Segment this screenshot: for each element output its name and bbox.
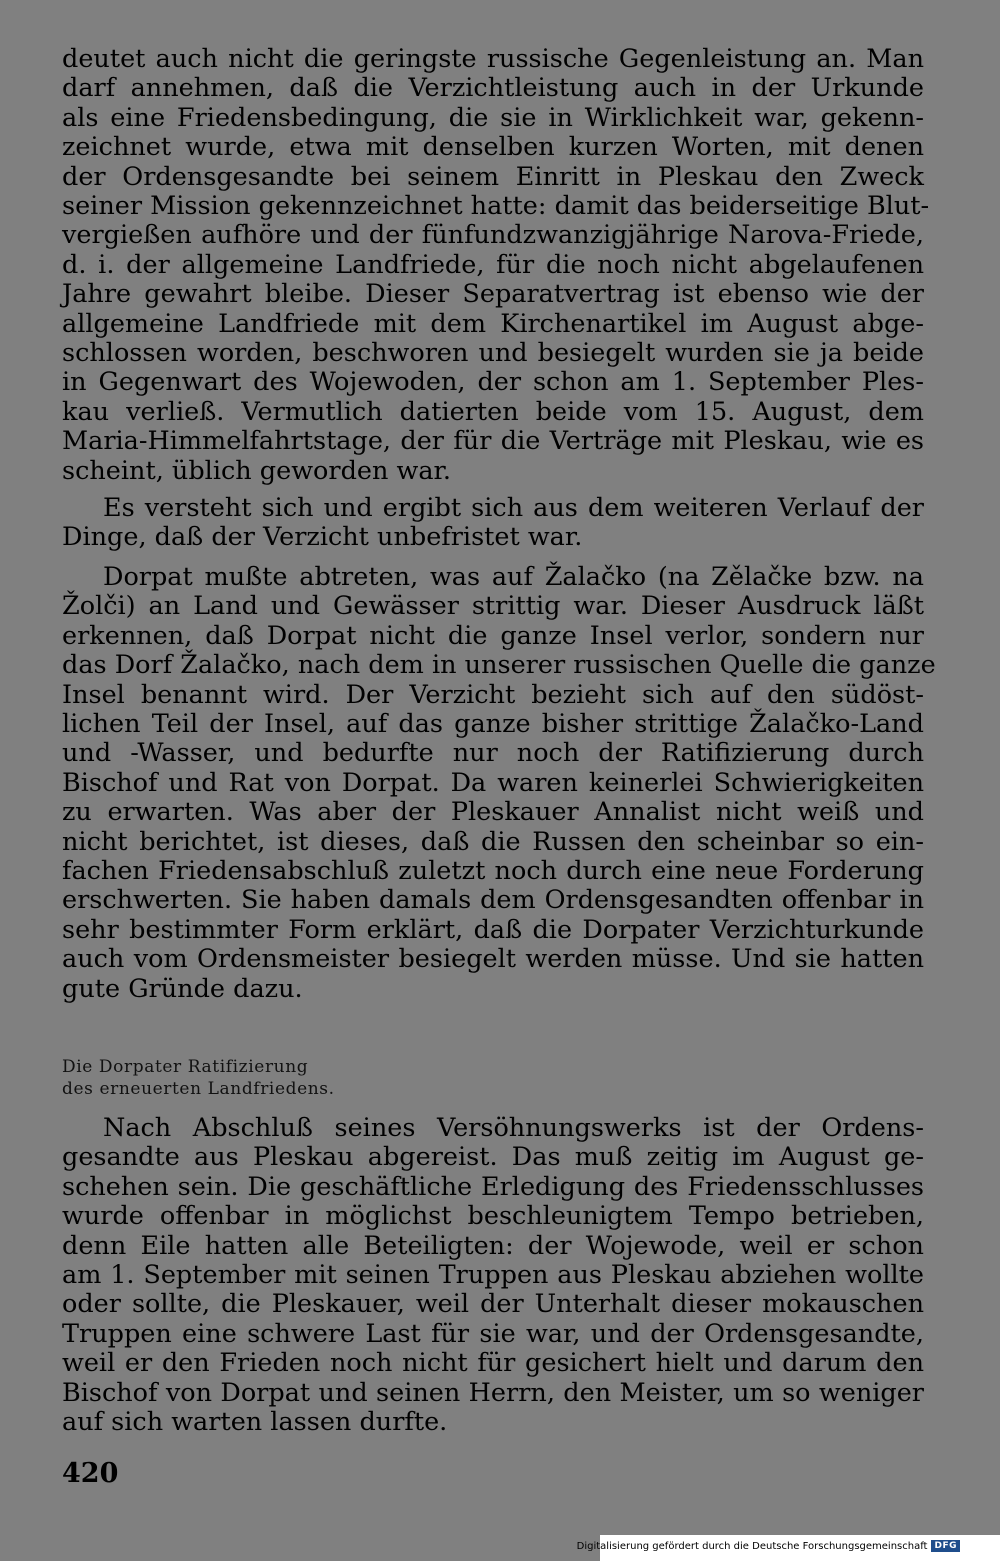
text-line: deutet auch nicht die geringste russische Gegenleistung an. Man (62, 44, 924, 74)
text-line: zu erwarten. Was aber der Pleskauer Annalist nicht weiß und (62, 797, 924, 828)
dfg-logo: DFG (931, 1540, 960, 1552)
margin-note-line: Die Dorpater Ratifizierung (62, 1057, 309, 1077)
text-line: der Ordensgesandte bei seinem Einritt in Pleskau den Zweck (62, 161, 924, 192)
text-line: Nach Abschluß seines Versöhnungswerks ist der Ordens- (103, 1113, 924, 1143)
text-line: seiner Mission gekennzeichnet hatte: damit das beiderseitige Blut- (62, 191, 930, 221)
page-number: 420 (62, 1458, 119, 1489)
text-line: wurde offenbar in möglichst beschleunigtem Tempo betrieben, (62, 1201, 924, 1232)
margin-note-line: des erneuerten Landfriedens. (62, 1079, 335, 1099)
text-line: darf annehmen, daß die Verzichtleistung auch in der Urkunde (62, 73, 924, 104)
footer-text: Digitalisierung gefördert durch die Deutsche Forschungsgemeinschaft (576, 1540, 928, 1552)
text-line: Bischof von Dorpat und seinen Herrn, den Meister, um so weniger (62, 1377, 924, 1408)
text-line: Dinge, daß der Verzicht unbefristet war. (62, 522, 583, 553)
text-line: oder sollte, die Pleskauer, weil der Unterhalt dieser mokauschen (62, 1289, 924, 1320)
text-line: erkennen, daß Dorpat nicht die ganze Insel verlor, sondern nur (62, 620, 924, 651)
text-line: in Gegenwart des Wojewoden, der schon am 1. September Ples- (62, 367, 924, 398)
text-line: d. i. der allgemeine Landfriede, für die noch nicht abgelaufenen (62, 249, 924, 280)
text-line: Bischof und Rat von Dorpat. Da waren keinerlei Schwierigkeiten (62, 767, 924, 798)
text-line: erschwerten. Sie haben damals dem Ordensgesandten offenbar in (62, 885, 924, 916)
text-line: am 1. September mit seinen Truppen aus Pleskau abziehen wollte (62, 1260, 924, 1290)
text-line: auch vom Ordensmeister besiegelt werden müsse. Und sie hatten (62, 944, 924, 975)
text-line: Žolči) an Land und Gewässer strittig war. Dieser Ausdruck läßt (62, 591, 924, 622)
text-line: lichen Teil der Insel, auf das ganze bisher strittige Žalačko-Land (62, 709, 924, 739)
text-line: das Dorf Žalačko, nach dem in unserer russischen Quelle die ganze (62, 650, 936, 681)
text-line: Dorpat mußte abtreten, was auf Žalačko (na Zělačke bzw. na (103, 562, 924, 592)
text-line: kau verließ. Vermutlich datierten beide vom 15. August, dem (62, 396, 924, 427)
text-line: Insel benannt wird. Der Verzicht bezieht sich auf den südöst- (62, 679, 924, 710)
text-line: zeichnet wurde, etwa mit denselben kurzen Worten, mit denen (62, 132, 924, 163)
text-line: als eine Friedensbedingung, die sie in Wirklichkeit war, gekenn- (62, 102, 924, 133)
text-line: gesandte aus Pleskau abgereist. Das muß zeitig im August ge- (62, 1142, 924, 1173)
text-line: Truppen eine schwere Last für sie war, und der Ordensgesandte, (62, 1318, 924, 1349)
text-line: scheint, üblich geworden war. (62, 455, 452, 486)
text-line: nicht berichtet, ist dieses, daß die Russen den scheinbar so ein- (62, 826, 924, 857)
text-line: und -Wasser, und bedurfte nur noch der Ratifizierung durch (62, 738, 924, 769)
text-line: schlossen worden, beschworen und besiegelt wurden sie ja beide (62, 338, 924, 368)
text-line: denn Eile hatten alle Beteiligten: der Wojewode, weil er schon (62, 1230, 924, 1261)
text-line: auf sich warten lassen durfte. (62, 1407, 448, 1437)
text-line: Es versteht sich und ergibt sich aus dem weiteren Verlauf der (103, 493, 924, 523)
text-line: schehen sein. Die geschäftliche Erledigung des Friedensschlusses (62, 1171, 924, 1202)
text-line: vergießen aufhöre und der fünfundzwanzigjährige Narova-Friede, (62, 220, 924, 251)
text-line: allgemeine Landfriede mit dem Kirchenartikel im August abge- (62, 308, 924, 339)
text-line: fachen Friedensabschluß zuletzt noch durch eine neue Forderung (62, 856, 924, 886)
text-line: sehr bestimmter Form erklärt, daß die Dorpater Verzichturkunde (62, 914, 924, 945)
text-line: weil er den Frieden noch nicht für gesichert hielt und darum den (62, 1348, 924, 1379)
text-line: Jahre gewahrt bleibe. Dieser Separatvertrag ist ebenso wie der (62, 279, 924, 310)
digitization-footer (577, 1535, 960, 1557)
text-line: gute Gründe dazu. (62, 973, 303, 1004)
text-line: Maria-Himmelfahrtstage, der für die Verträge mit Pleskau, wie es (62, 426, 924, 457)
